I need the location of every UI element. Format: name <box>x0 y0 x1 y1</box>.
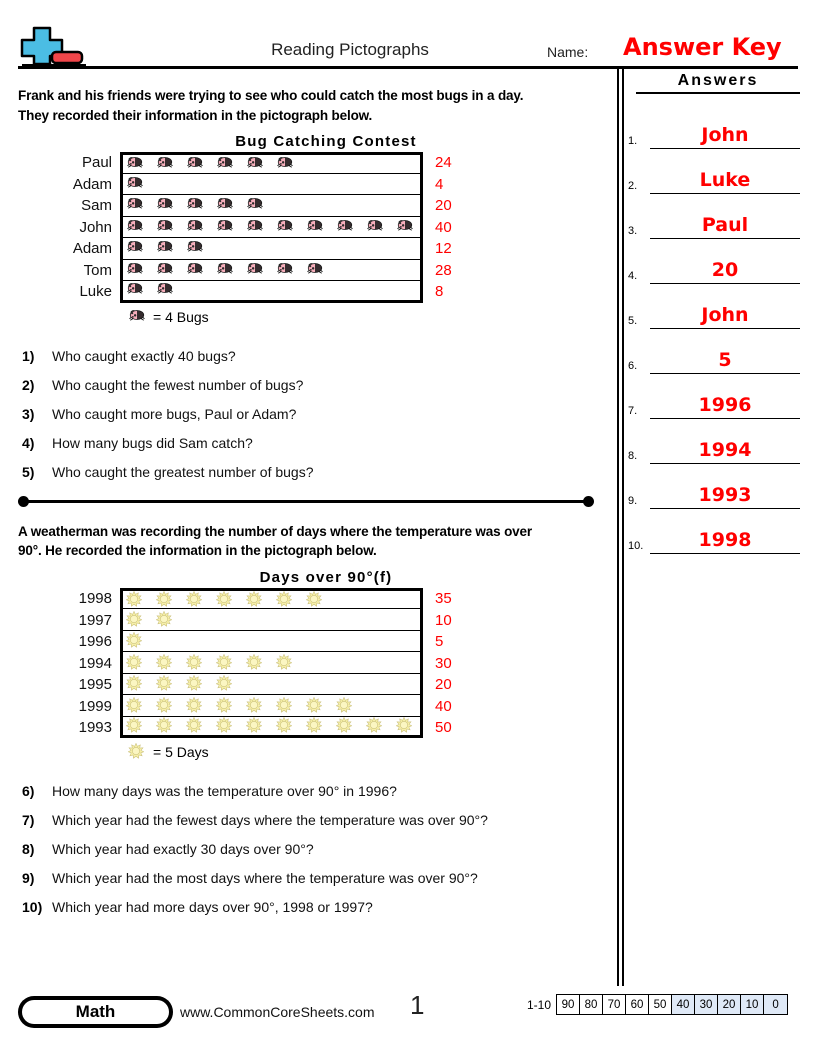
answer-blank-line[interactable] <box>650 119 800 149</box>
pictograph-row-value: 10 <box>435 611 452 629</box>
pictograph-row-value: 20 <box>435 197 452 215</box>
section2-intro <box>18 522 594 561</box>
pictograph-row-label: Paul <box>81 154 112 172</box>
answer-blank-line[interactable] <box>650 254 800 284</box>
sun-icon <box>156 697 186 715</box>
question-number: 8) <box>22 841 35 858</box>
answer-row <box>628 284 808 329</box>
pictograph-row-value: 4 <box>435 175 444 193</box>
sun-icon <box>126 717 156 735</box>
sun-icon <box>336 697 366 715</box>
sun-icon <box>246 591 276 609</box>
sun-icon <box>186 697 216 715</box>
question-item <box>22 406 612 422</box>
answer-value: 1998 <box>698 529 752 551</box>
pictograph-row <box>0 217 612 239</box>
sun-icon <box>276 717 306 735</box>
sun-icon <box>306 717 336 735</box>
grading-scale-boxes <box>556 994 788 1015</box>
pictograph-row-icons <box>120 652 423 674</box>
ladybug-icon <box>128 308 148 326</box>
sun-icon <box>126 654 156 672</box>
question-number: 9) <box>22 870 35 887</box>
grading-scale-box[interactable]: 70 <box>603 995 626 1014</box>
ladybug-icon <box>336 218 366 236</box>
ladybug-icon <box>156 261 186 279</box>
subject-badge <box>18 996 173 1028</box>
question-number: 4) <box>22 434 35 451</box>
question-text: Which year had the fewest days where the temperature was over 90°? <box>52 812 488 829</box>
ladybug-icon <box>126 281 156 299</box>
question-number: 3) <box>22 405 35 422</box>
page-header <box>0 0 816 68</box>
answer-row <box>628 374 808 419</box>
pictograph-row-label: 1995 <box>78 676 112 693</box>
pictograph-row-label: 1998 <box>78 590 112 607</box>
pictograph-row <box>0 174 612 196</box>
ladybug-icon <box>156 196 186 214</box>
question-item <box>22 435 612 451</box>
ladybug-icon <box>126 239 156 257</box>
answer-value: 5 <box>718 349 732 371</box>
answer-number: 10. <box>628 540 644 552</box>
answer-row <box>628 239 808 284</box>
answer-blank-line[interactable] <box>650 209 800 239</box>
pictograph-row-value: 20 <box>435 676 452 693</box>
answer-value: 1993 <box>698 484 752 506</box>
pictograph-row-icons <box>120 717 423 739</box>
ladybug-icon <box>126 261 156 279</box>
answer-row <box>628 149 808 194</box>
question-text: Which year had the most days where the temperature was over 90°? <box>52 870 478 887</box>
sun-icon <box>156 611 186 629</box>
ladybug-icon <box>156 218 186 236</box>
questions-group-1 <box>22 348 612 480</box>
question-item <box>22 870 612 886</box>
pictograph-row-icons <box>120 238 423 260</box>
ladybug-icon <box>156 239 186 257</box>
answer-panel-divider-right <box>622 66 624 986</box>
answer-blank-line[interactable] <box>650 299 800 329</box>
ladybug-icon <box>186 239 216 257</box>
pictograph-row-value: 40 <box>435 697 452 715</box>
pictograph-row-value: 30 <box>435 654 452 672</box>
ladybug-icon <box>246 261 276 279</box>
question-item <box>22 841 612 857</box>
pictograph-row <box>0 152 612 174</box>
answer-value: John <box>701 124 749 146</box>
sun-icon <box>126 611 156 629</box>
question-item <box>22 377 612 393</box>
question-text: Who caught more bugs, Paul or Adam? <box>52 405 297 422</box>
sun-icon <box>306 697 336 715</box>
ladybug-icon <box>306 218 336 236</box>
grading-scale <box>527 994 788 1015</box>
ladybug-icon <box>216 261 246 279</box>
pictograph-row-icons <box>120 631 423 653</box>
pictograph-row-icons <box>120 195 423 217</box>
answer-key-label: Answer Key <box>623 33 782 61</box>
sun-icon <box>186 654 216 672</box>
section2-intro-line2: 90°. He recorded the information in the pictograph below. <box>18 543 377 559</box>
pictograph-row-label: Sam <box>81 197 112 215</box>
pictograph-row <box>0 674 612 696</box>
grading-scale-box[interactable]: 0 <box>764 995 787 1014</box>
grading-scale-box[interactable]: 30 <box>695 995 718 1014</box>
pictograph-row-icons <box>120 588 423 610</box>
pictograph-row <box>0 609 612 631</box>
question-number: 2) <box>22 376 35 393</box>
sun-icon <box>396 717 426 735</box>
pictograph-row <box>0 717 612 739</box>
grading-scale-box[interactable]: 20 <box>718 995 741 1014</box>
pictograph-row-icons <box>120 174 423 196</box>
sun-icon <box>156 675 186 693</box>
chart1-legend-text: = 4 Bugs <box>153 308 209 325</box>
pictograph-row-icons <box>120 281 423 303</box>
question-number: 1) <box>22 347 35 364</box>
pictograph-row-icons <box>120 674 423 696</box>
plus-minus-logo-icon <box>18 24 90 68</box>
ladybug-icon <box>246 155 276 173</box>
sun-icon <box>246 654 276 672</box>
answers-panel <box>628 70 808 554</box>
question-number: 10) <box>22 899 43 916</box>
answer-blank-line[interactable] <box>650 164 800 194</box>
sun-icon <box>186 675 216 693</box>
pictograph-row <box>0 281 612 303</box>
ladybug-icon <box>126 218 156 236</box>
sun-icon <box>126 632 156 650</box>
divider-dot-right <box>583 496 594 507</box>
question-text: Which year had exactly 30 days over 90°? <box>52 841 314 858</box>
sun-icon <box>246 717 276 735</box>
answer-number: 4. <box>628 270 638 282</box>
question-text: Who caught exactly 40 bugs? <box>52 347 236 364</box>
ladybug-icon <box>276 261 306 279</box>
sun-icon <box>126 675 156 693</box>
answer-blank-line[interactable] <box>650 344 800 374</box>
question-text: How many days was the temperature over 90° in 1996? <box>52 783 397 800</box>
pictograph-row-label: Luke <box>79 283 112 301</box>
answer-value: 1994 <box>698 439 752 461</box>
questions-group-2 <box>22 783 612 915</box>
divider-line <box>24 500 588 503</box>
pictograph-row-label: 1997 <box>78 611 112 629</box>
pictograph-row-label: John <box>79 218 112 236</box>
answer-number: 6. <box>628 360 638 372</box>
ladybug-icon <box>276 218 306 236</box>
answers-heading: Answers <box>636 72 800 94</box>
pictograph-row-value: 50 <box>435 719 452 736</box>
answer-blank-line[interactable] <box>650 434 800 464</box>
grading-scale-box[interactable]: 90 <box>557 995 580 1014</box>
section-divider <box>18 494 594 510</box>
pictograph-row <box>0 631 612 653</box>
pictograph-row-icons <box>120 260 423 282</box>
grading-scale-box[interactable]: 10 <box>741 995 764 1014</box>
pictograph-row-label: Adam <box>72 175 112 193</box>
sun-icon <box>216 654 246 672</box>
pictograph-row-value: 40 <box>435 218 452 236</box>
answer-number: 1. <box>628 135 638 147</box>
ladybug-icon <box>216 155 246 173</box>
sun-icon <box>128 743 148 761</box>
sun-icon <box>216 717 246 735</box>
pictograph-row-label: 1996 <box>78 633 112 650</box>
answer-row <box>628 329 808 374</box>
question-number: 5) <box>22 463 35 480</box>
answer-number: 2. <box>628 180 638 192</box>
pictograph-row-value: 5 <box>435 633 444 650</box>
pictograph-row-value: 35 <box>435 590 452 607</box>
pictograph-row-label: 1993 <box>78 719 112 736</box>
sun-icon <box>216 697 246 715</box>
chart1-legend <box>128 308 612 326</box>
sun-icon <box>276 654 306 672</box>
answer-row <box>628 194 808 239</box>
sun-icon <box>216 591 246 609</box>
name-label: Name: <box>547 44 589 60</box>
answer-blank-line[interactable] <box>650 524 800 554</box>
sun-icon <box>126 697 156 715</box>
ladybug-icon <box>186 155 216 173</box>
sun-icon <box>216 675 246 693</box>
pictograph-row-label: Tom <box>83 261 112 279</box>
grading-scale-box[interactable]: 50 <box>649 995 672 1014</box>
answer-value: John <box>701 304 749 326</box>
page-title: Reading Pictographs <box>271 40 429 59</box>
ladybug-icon <box>396 218 426 236</box>
question-item <box>22 783 612 799</box>
sun-icon <box>306 591 336 609</box>
ladybug-icon <box>186 196 216 214</box>
chart2-legend <box>128 743 612 761</box>
sun-icon <box>156 591 186 609</box>
chart2-pictograph-table <box>0 588 612 739</box>
sun-icon <box>336 717 366 735</box>
pictograph-row <box>0 695 612 717</box>
ladybug-icon <box>366 218 396 236</box>
ladybug-icon <box>246 196 276 214</box>
chart2-title: Days over 90°(f) <box>259 568 393 586</box>
section1-intro-line2: They recorded their information in the pictograph below. <box>18 107 373 123</box>
sun-icon <box>276 591 306 609</box>
ladybug-icon <box>186 261 216 279</box>
ladybug-icon <box>126 196 156 214</box>
question-item <box>22 464 612 480</box>
question-item <box>22 812 612 828</box>
pictograph-row <box>0 652 612 674</box>
worksheet-body <box>0 68 612 928</box>
chart2-legend-text: = 5 Days <box>153 744 209 761</box>
answer-row <box>628 509 808 554</box>
answer-number: 9. <box>628 495 638 507</box>
grading-scale-box[interactable]: 80 <box>580 995 603 1014</box>
pictograph-row <box>0 238 612 260</box>
ladybug-icon <box>276 155 306 173</box>
question-number: 7) <box>22 812 35 829</box>
sun-icon <box>156 717 186 735</box>
ladybug-icon <box>216 218 246 236</box>
answer-value: 1996 <box>698 394 752 416</box>
ladybug-icon <box>246 218 276 236</box>
pictograph-row <box>0 588 612 610</box>
ladybug-icon <box>156 281 186 299</box>
question-text: How many bugs did Sam catch? <box>52 434 253 451</box>
sun-icon <box>156 654 186 672</box>
pictograph-row-value: 8 <box>435 283 444 301</box>
answer-number: 8. <box>628 450 638 462</box>
chart1-title: Bug Catching Contest <box>235 133 417 151</box>
ladybug-icon <box>156 155 186 173</box>
section2-intro-line1: A weatherman was recording the number of days where the temperature was over <box>18 523 533 539</box>
pictograph-row-icons <box>120 695 423 717</box>
sun-icon <box>186 591 216 609</box>
answer-value: 20 <box>711 259 739 281</box>
answer-number: 7. <box>628 405 638 417</box>
chart1-pictograph-table <box>0 152 612 303</box>
question-text: Who caught the greatest number of bugs? <box>52 463 314 480</box>
sun-icon <box>276 697 306 715</box>
answer-value: Luke <box>699 169 751 191</box>
grading-scale-box[interactable]: 60 <box>626 995 649 1014</box>
grading-scale-label: 1-10 <box>527 997 552 1012</box>
pictograph-row-label: 1994 <box>78 654 112 672</box>
site-url: www.CommonCoreSheets.com <box>180 1004 375 1020</box>
pictograph-row-value: 12 <box>435 240 452 258</box>
pictograph-row <box>0 195 612 217</box>
subject-badge-label: Math <box>22 1000 169 1024</box>
ladybug-icon <box>306 261 336 279</box>
sun-icon <box>186 717 216 735</box>
answer-number: 5. <box>628 315 638 327</box>
ladybug-icon <box>186 218 216 236</box>
answer-row <box>628 464 808 509</box>
answer-blank-line[interactable] <box>650 389 800 419</box>
pictograph-row-label: 1999 <box>78 697 112 715</box>
page-number: 1 <box>410 990 425 1020</box>
question-item <box>22 899 612 915</box>
section1-intro-line1: Frank and his friends were trying to see who could catch the most bugs in a day. <box>18 88 524 103</box>
answer-blank-line[interactable] <box>650 479 800 509</box>
question-number: 6) <box>22 783 35 800</box>
section1-intro <box>18 86 594 125</box>
pictograph-row-icons <box>120 217 423 239</box>
pictograph-row-value: 24 <box>435 154 452 172</box>
ladybug-icon <box>126 155 156 173</box>
sun-icon <box>126 591 156 609</box>
ladybug-icon <box>216 196 246 214</box>
answer-number: 3. <box>628 225 638 237</box>
answer-value: Paul <box>701 214 749 236</box>
pictograph-row-icons <box>120 152 423 174</box>
question-item <box>22 348 612 364</box>
sun-icon <box>366 717 396 735</box>
answer-panel-divider-left <box>617 66 619 986</box>
pictograph-row <box>0 260 612 282</box>
answer-row <box>628 104 808 149</box>
pictograph-row-value: 28 <box>435 261 452 279</box>
answer-row <box>628 419 808 464</box>
sun-icon <box>246 697 276 715</box>
question-text: Who caught the fewest number of bugs? <box>52 376 304 393</box>
pictograph-row-label: Adam <box>72 240 112 258</box>
ladybug-icon <box>126 175 156 193</box>
grading-scale-box[interactable]: 40 <box>672 995 695 1014</box>
pictograph-row-icons <box>120 609 423 631</box>
question-text: Which year had more days over 90°, 1998 or 1997? <box>52 899 373 916</box>
